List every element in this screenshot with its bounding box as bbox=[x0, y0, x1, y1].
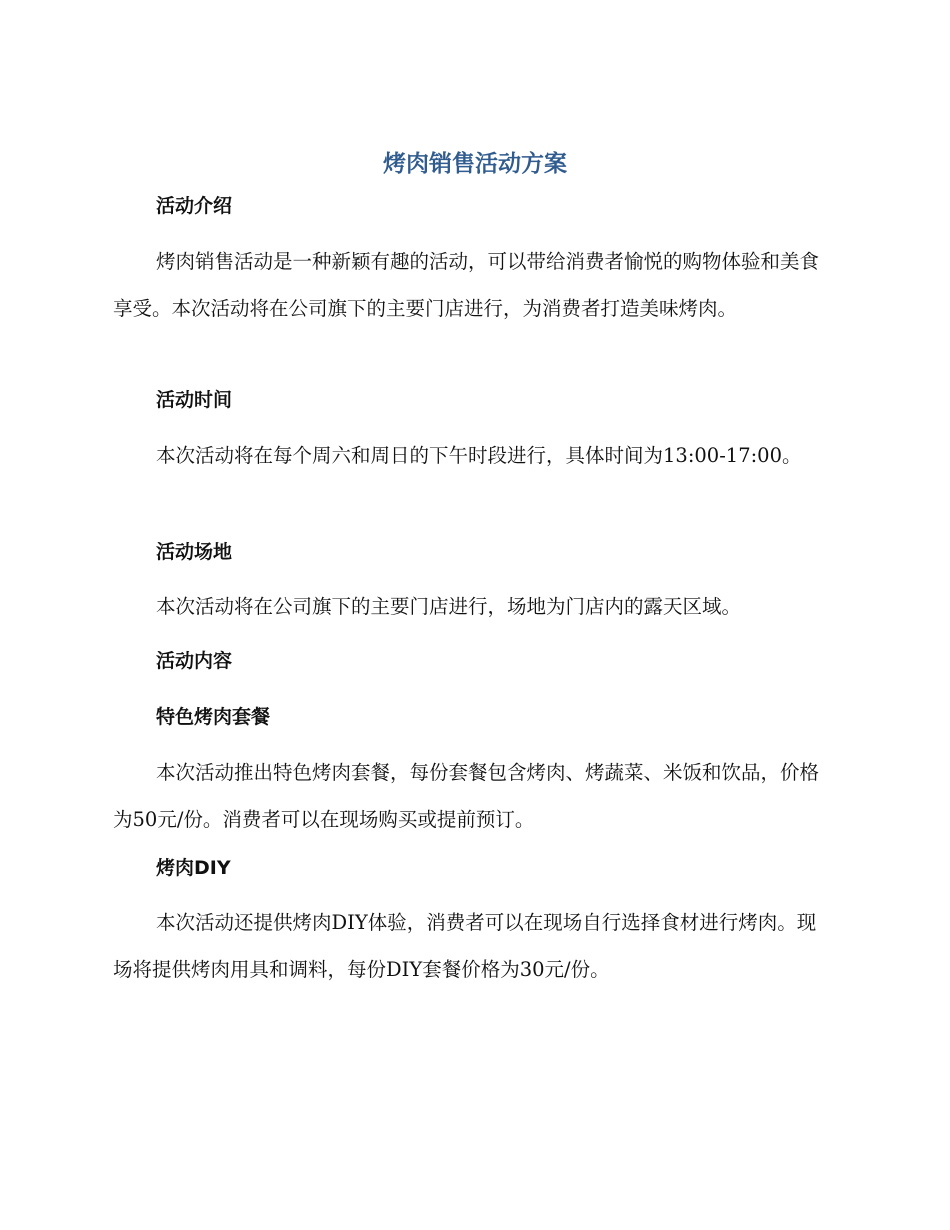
section-paragraph-venue: 本次活动将在公司旗下的主要门店进行，场地为门店内的露天区域。 bbox=[156, 595, 742, 618]
section-paragraph-diy: 本次活动还提供烤肉DIY体验，消费者可以在现场自行选择食材进行烤肉。现场将提供烤肉用具和调料，每份DIY套餐价格为30元/份。 bbox=[113, 911, 817, 981]
section-heading-content: 活动内容 bbox=[156, 650, 233, 672]
section-paragraph-intro: 烤肉销售活动是一种新颖有趣的活动，可以带给消费者愉悦的购物体验和美食享受。本次活动将在公司旗下的主要门店进行，为消费者打造美味烤肉。 bbox=[113, 250, 820, 320]
section-paragraph-set-meal: 本次活动推出特色烤肉套餐，每份套餐包含烤肉、烤蔬菜、米饭和饮品，价格为50元/份。消费者可以在现场购买或提前预订。 bbox=[113, 761, 820, 831]
section-heading-intro: 活动介绍 bbox=[156, 195, 233, 217]
section-heading-set-meal: 特色烤肉套餐 bbox=[156, 706, 271, 728]
section-heading-venue: 活动场地 bbox=[156, 541, 233, 563]
section-heading-time: 活动时间 bbox=[156, 389, 233, 411]
document-title: 烤肉销售活动方案 bbox=[383, 151, 567, 177]
section-heading-diy: 烤肉DIY bbox=[156, 857, 231, 879]
section-paragraph-time: 本次活动将在每个周六和周日的下午时段进行，具体时间为13:00-17:00。 bbox=[156, 444, 802, 467]
